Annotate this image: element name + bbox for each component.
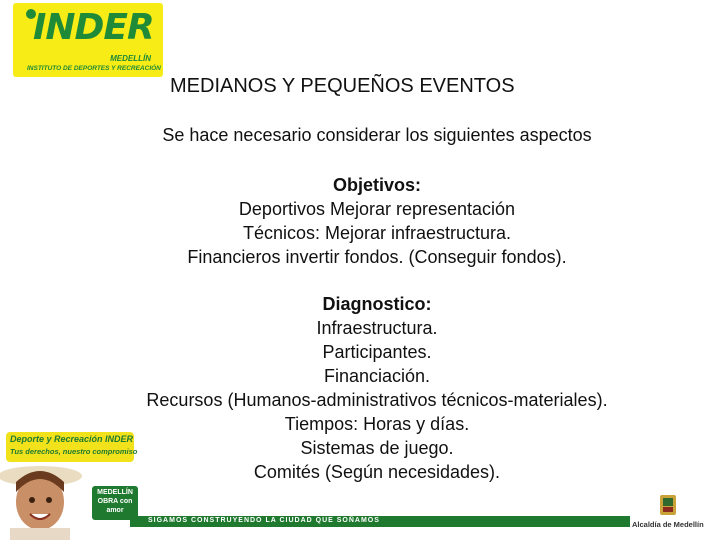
diagnostico-line: Financiación.: [323, 366, 431, 386]
child-photo-icon: [0, 462, 90, 540]
logo-word: INDER: [33, 7, 154, 48]
diagnostico-line: Recursos (Humanos-administrativos técnicos-materiales).: [146, 390, 608, 410]
diagnostico-section: [60, 292, 694, 484]
page-title: MEDIANOS Y PEQUEÑOS EVENTOS: [170, 75, 515, 97]
inder-logo: [13, 3, 163, 77]
diagnostico-heading: Diagnostico:: [322, 294, 432, 314]
objetivos-line: Financieros invertir fondos. (Conseguir fondos).: [187, 247, 567, 267]
diagnostico-line: Tiempos: Horas y días.: [284, 414, 470, 434]
logo-subtitle: INSTITUTO DE DEPORTES Y RECREACIÓN: [27, 65, 161, 72]
diagnostico-line: Infraestructura.: [316, 318, 438, 338]
badge-subtitle: Tus derechos, nuestro compromiso: [10, 447, 138, 456]
alcaldia-label: Alcaldía de Medellín: [632, 520, 704, 529]
medellin-crest-icon: [657, 493, 679, 517]
slogan-text: SIGAMOS CONSTRUYENDO LA CIUDAD QUE SOÑAMOS: [148, 517, 380, 524]
diagnostico-line: Comités (Según necesidades).: [253, 462, 501, 482]
medellin-obra-badge: MEDELLÍN OBRA con amor: [92, 486, 138, 520]
badge-title: Deporte y Recreación INDER: [10, 434, 134, 444]
diagnostico-line: Sistemas de juego.: [300, 438, 454, 458]
objetivos-line: Deportivos Mejorar representación: [238, 199, 516, 219]
logo-city: MEDELLÍN: [110, 54, 151, 63]
objetivos-heading: Objetivos:: [332, 175, 421, 195]
objetivos-line: Técnicos: Mejorar infraestructura.: [242, 223, 512, 243]
objetivos-section: [60, 173, 694, 269]
diagnostico-line: Participantes.: [322, 342, 432, 362]
intro-text: Se hace necesario considerar los siguientes aspectos: [162, 125, 592, 145]
